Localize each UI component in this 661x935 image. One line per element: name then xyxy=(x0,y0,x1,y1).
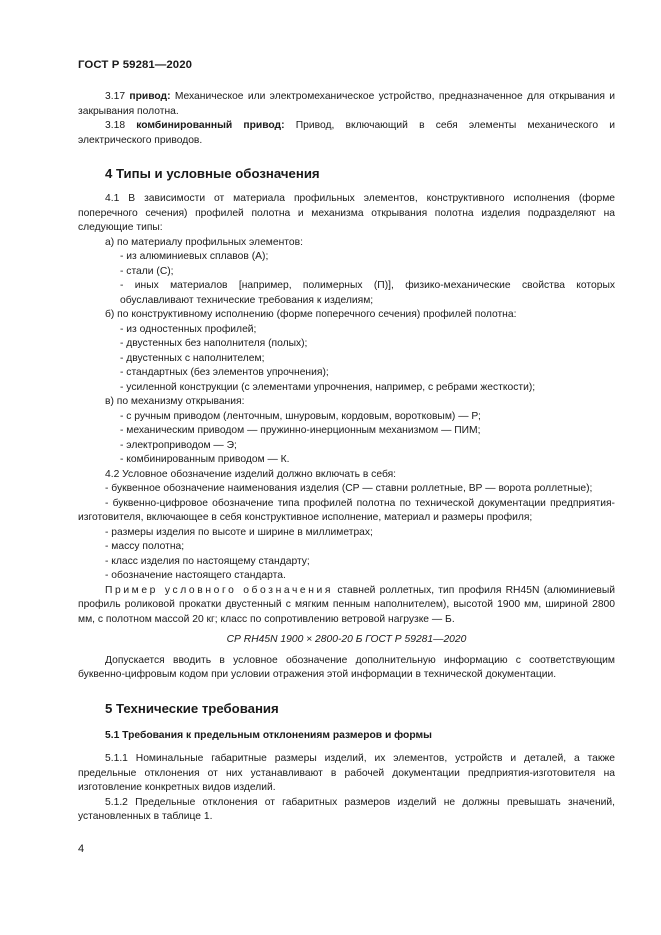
clause-5-1-1: 5.1.1 Номинальные габаритные размеры изделий, их элементов, устройств и деталей, а также предельные отклонения от них устанавливают в рабочей документации предприятия-изготовителя на изготовление конкретных видов изделий. xyxy=(78,753,615,793)
list-c-item: - механическим приводом — пружинно-инерционным механизмом — ПИМ; xyxy=(120,425,481,436)
page-number: 4 xyxy=(78,843,85,855)
designation-item: - размеры изделия по высоте и ширине в миллиметрах; xyxy=(105,526,373,538)
clause-4-1: 4.1 В зависимости от материала профильных элементов, конструктивного исполнения (форме поперечного сечения) профилей полотна и механизма открывания полотна изделия подразделяют на следующие типы: xyxy=(78,193,615,233)
allowed-paragraph: Допускается вводить в условное обозначение дополнительную информацию с соответствующим буквенно-цифровым кодом при условии отражения этой информации в технической документации. xyxy=(78,654,615,680)
list-b-label: б) по конструктивному исполнению (форме поперечного сечения) профилей полотна: xyxy=(105,309,517,320)
term: комбинированный привод: xyxy=(136,120,285,131)
term: привод: xyxy=(129,91,171,102)
list-b-item: - из одностенных профилей; xyxy=(120,323,257,335)
clause-3-18 xyxy=(78,119,615,148)
list-c-item: - электроприводом — Э; xyxy=(120,439,237,451)
designation-item: - класс изделия по настоящему стандарту; xyxy=(105,555,310,567)
list-a-item: - иных материалов [например, полимерных (П)], физико-механические свойства которых обуславливают технические требования к изделиям; xyxy=(120,280,615,306)
clause-3-17 xyxy=(78,90,615,119)
designation-item: - буквенно-цифровое обозначение типа профилей полотна по технической документации предприятия-изготовителя, включающее в себя конструктивное исполнение, материал и размеры профиля; xyxy=(78,497,615,523)
clause-number: 3.18 xyxy=(105,120,126,131)
list-a-item: - из алюминиевых сплавов (А); xyxy=(120,251,269,262)
list-a-label: а) по материалу профильных элементов: xyxy=(105,236,303,248)
list-b-item: - двустенных с наполнителем; xyxy=(120,352,265,364)
list-b-item: - усиленной конструкции (с элементами упрочнения, например, с ребрами жесткости); xyxy=(120,381,536,393)
section-4-title: 4 Типы и условные обозначения xyxy=(105,166,320,181)
document-header: ГОСТ Р 59281—2020 xyxy=(78,59,193,71)
designation-item: - массу полотна; xyxy=(105,541,185,552)
list-b-item: - стандартных (без элементов упрочнения); xyxy=(120,367,329,378)
designation-item: - обозначение настоящего стандарта. xyxy=(105,570,286,581)
example-text: ставней роллетных, тип профиля RH45N (алюминиевый профиль роликовой прокатки двустенный с мягким пенным наполнителем), высотой 1900 мм, шириной 2800 мм, с полотном массой 20 кг; класс по сопротивлению ветровой нагрузке — Б. xyxy=(78,584,615,625)
clause-5-1-2: 5.1.2 Предельные отклонения от габаритных размеров изделий не должны превышать значений, установленных в таблице 1. xyxy=(78,796,615,822)
document-body xyxy=(78,90,615,825)
definition: Привод, включающий в себя элементы механического и электрического приводов. xyxy=(78,120,615,146)
list-b-item: - двустенных без наполнителя (полых); xyxy=(120,338,308,349)
clause-number: 3.17 xyxy=(105,91,126,102)
list-c-item: - комбинированным приводом — К. xyxy=(120,454,290,465)
list-a-item: - стали (С); xyxy=(120,265,174,277)
section-5-title: 5 Технические требования xyxy=(105,700,279,716)
clause-4-2: 4.2 Условное обозначение изделий должно включать в себя: xyxy=(105,468,397,480)
designation-item: - буквенное обозначение наименования изделия (СР — ставни роллетные, ВР — ворота роллетные); xyxy=(105,483,593,494)
subsection-5-1-title: 5.1 Требования к предельным отклонениям размеров и формы xyxy=(105,729,432,741)
list-c-label: в) по механизму открывания: xyxy=(105,396,245,407)
example-paragraph xyxy=(78,584,615,628)
definition: Механическое или электромеханическое устройство, предназначенное для открывания и закрывания полотна. xyxy=(78,91,615,117)
example-label: Пример условного обозначения xyxy=(105,584,334,596)
designation-formula: СР RH45N 1900 × 2800-20 Б ГОСТ Р 59281—2020 xyxy=(226,634,467,645)
list-c-item: - с ручным приводом (ленточным, шнуровым, кордовым, воротковым) — Р; xyxy=(120,410,481,422)
